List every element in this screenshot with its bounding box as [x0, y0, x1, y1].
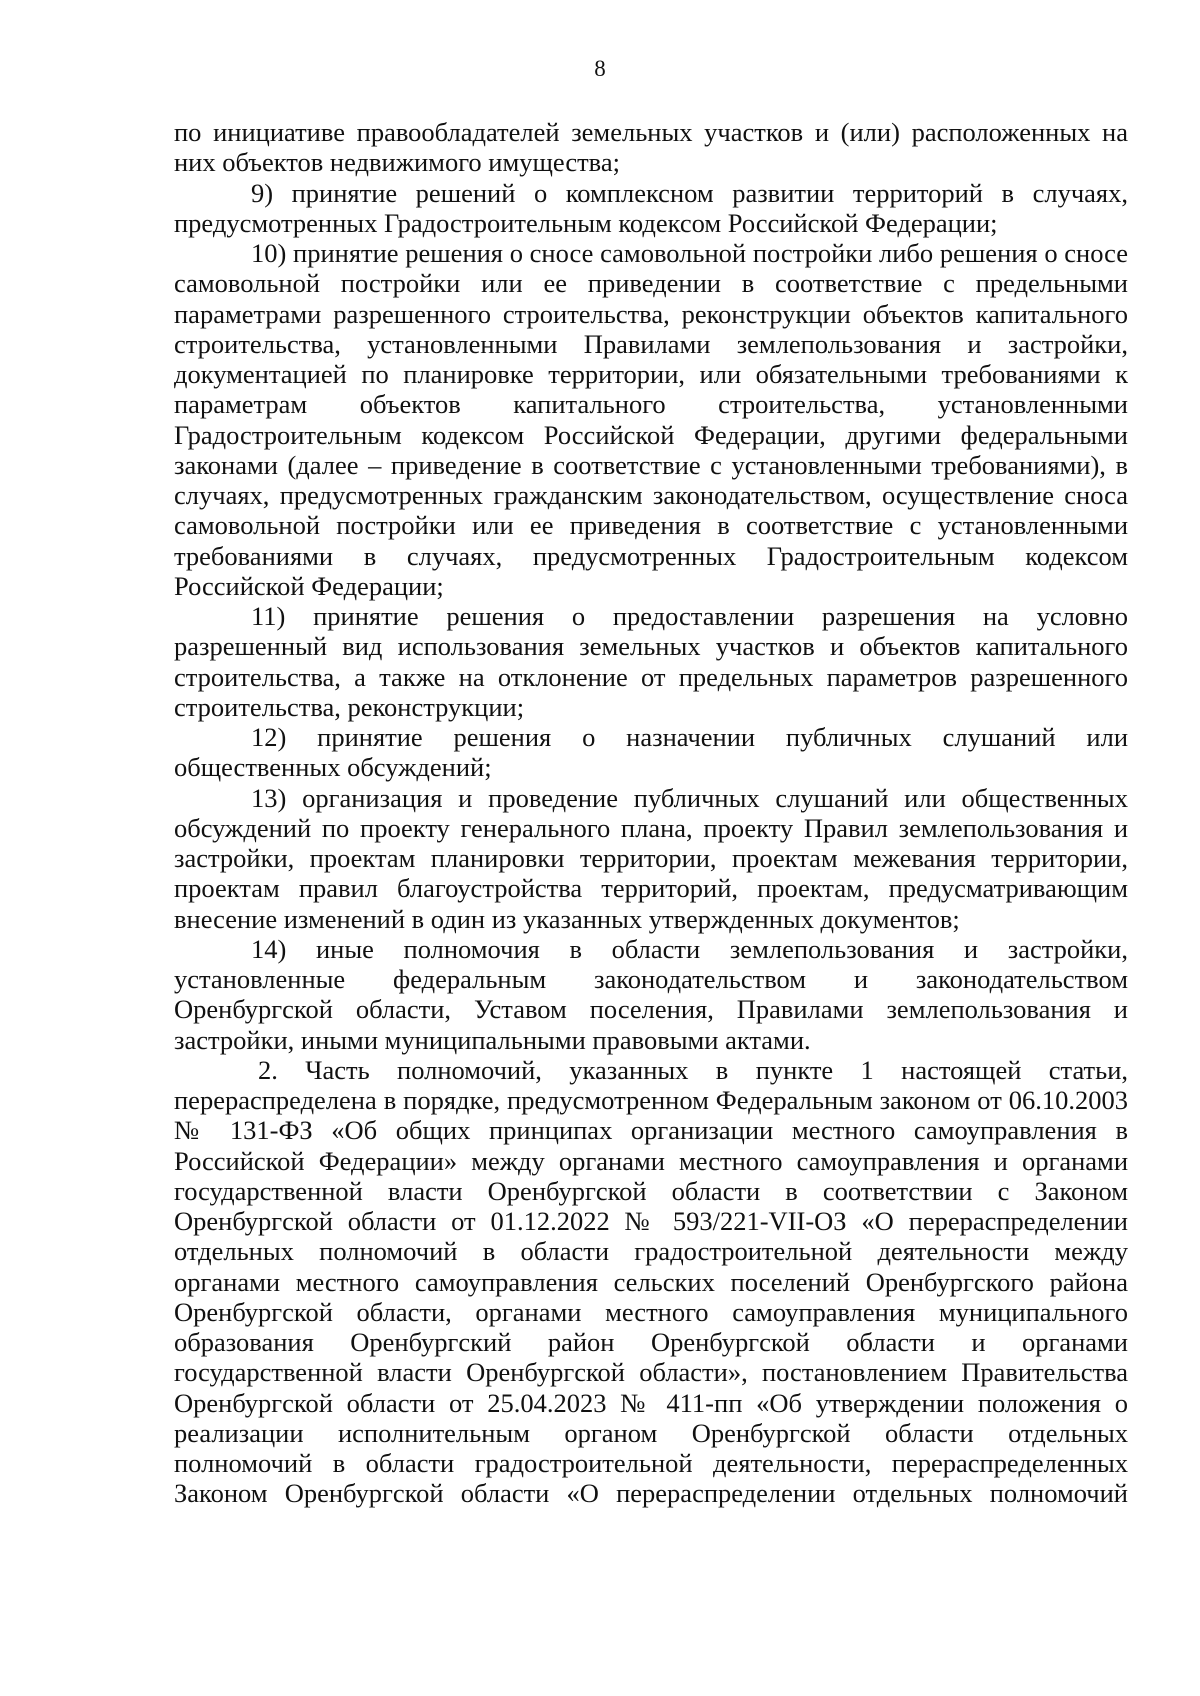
paragraph-item-9: 9) принятие решений о комплексном развитии территорий в случаях, предусмотренных Градостроительным кодексом Российской Федерации;: [174, 177, 1128, 238]
page-number: 8: [594, 56, 606, 81]
paragraph-item-11: 11) принятие решения о предоставлении разрешения на условно разрешенный вид использования земельных участков и объектов капитального строительства, а также на отклонение от предельных параметров разрешенного строительства, реконструкции;: [174, 601, 1128, 722]
paragraph-item-10: 10) принятие решения о сносе самовольной постройки либо решения о сносе самовольной постройки или ее приведении в соответствие с предельными параметрами разрешенного строительства, реконструкции объектов капитального строительства, установленными Правилами землепользования и застройки, документацией по планировке территории, или обязательными требованиями к параметрам объектов капитального строительства, установленными Градостроительным кодексом Российской Федерации, другими федеральными законами (далее – приведение в соответствие с установленными требованиями), в случаях, предусмотренных гражданским законодательством, осуществление сноса самовольной постройки или ее приведения в соответствие с установленными требованиями в случаях, предусмотренных Градостроительным кодексом Российской Федерации;: [174, 238, 1128, 601]
paragraph-item-12: 12) принятие решения о назначении публичных слушаний или общественных обсуждений;: [174, 722, 1128, 783]
document-body: [174, 117, 1128, 1509]
paragraph-item-14: 14) иные полномочия в области землепользования и застройки, установленные федеральным законодательством и законодательством Оренбургской области, Уставом поселения, Правилами землепользования и застройки, иными муниципальными правовыми актами.: [174, 933, 1128, 1055]
paragraph-continuation: по инициативе правообладателей земельных участков и (или) расположенных на них объектов недвижимого имущества;: [174, 117, 1128, 178]
paragraph-item-13: 13) организация и проведение публичных слушаний или общественных обсуждений по проекту генерального плана, проекту Правил землепользования и застройки, проектам планировки территории, проектам межевания территории, проектам правил благоустройства территорий, проектам, предусматривающим внесение изменений в один из указанных утвержденных документов;: [174, 782, 1128, 934]
paragraph-clause-2: 2. Часть полномочий, указанных в пункте 1 настоящей статьи, перераспределена в порядке, предусмотренном Федеральным законом от 06.10.2003 № 131-ФЗ «Об общих принципах организации местного самоуправления в Российской Федерации» между органами местного самоуправления и органами государственной власти Оренбургской области в соответствии с Законом Оренбургской области от 01.12.2022 № 593/221-VII-ОЗ «О перераспределении отдельных полномочий в области градостроительной деятельности между органами местного самоуправления сельских поселений Оренбургского района Оренбургской области, органами местного самоуправления муниципального образования Оренбургский район Оренбургской области и органами государственной власти Оренбургской области», постановлением Правительства Оренбургской области от 25.04.2023 № 411-пп «Об утверждении положения о реализации исполнительным органом Оренбургской области отдельных полномочий в области градостроительной деятельности, перераспределенных Законом Оренбургской области «О перераспределении отдельных полномочий: [174, 1054, 1128, 1509]
